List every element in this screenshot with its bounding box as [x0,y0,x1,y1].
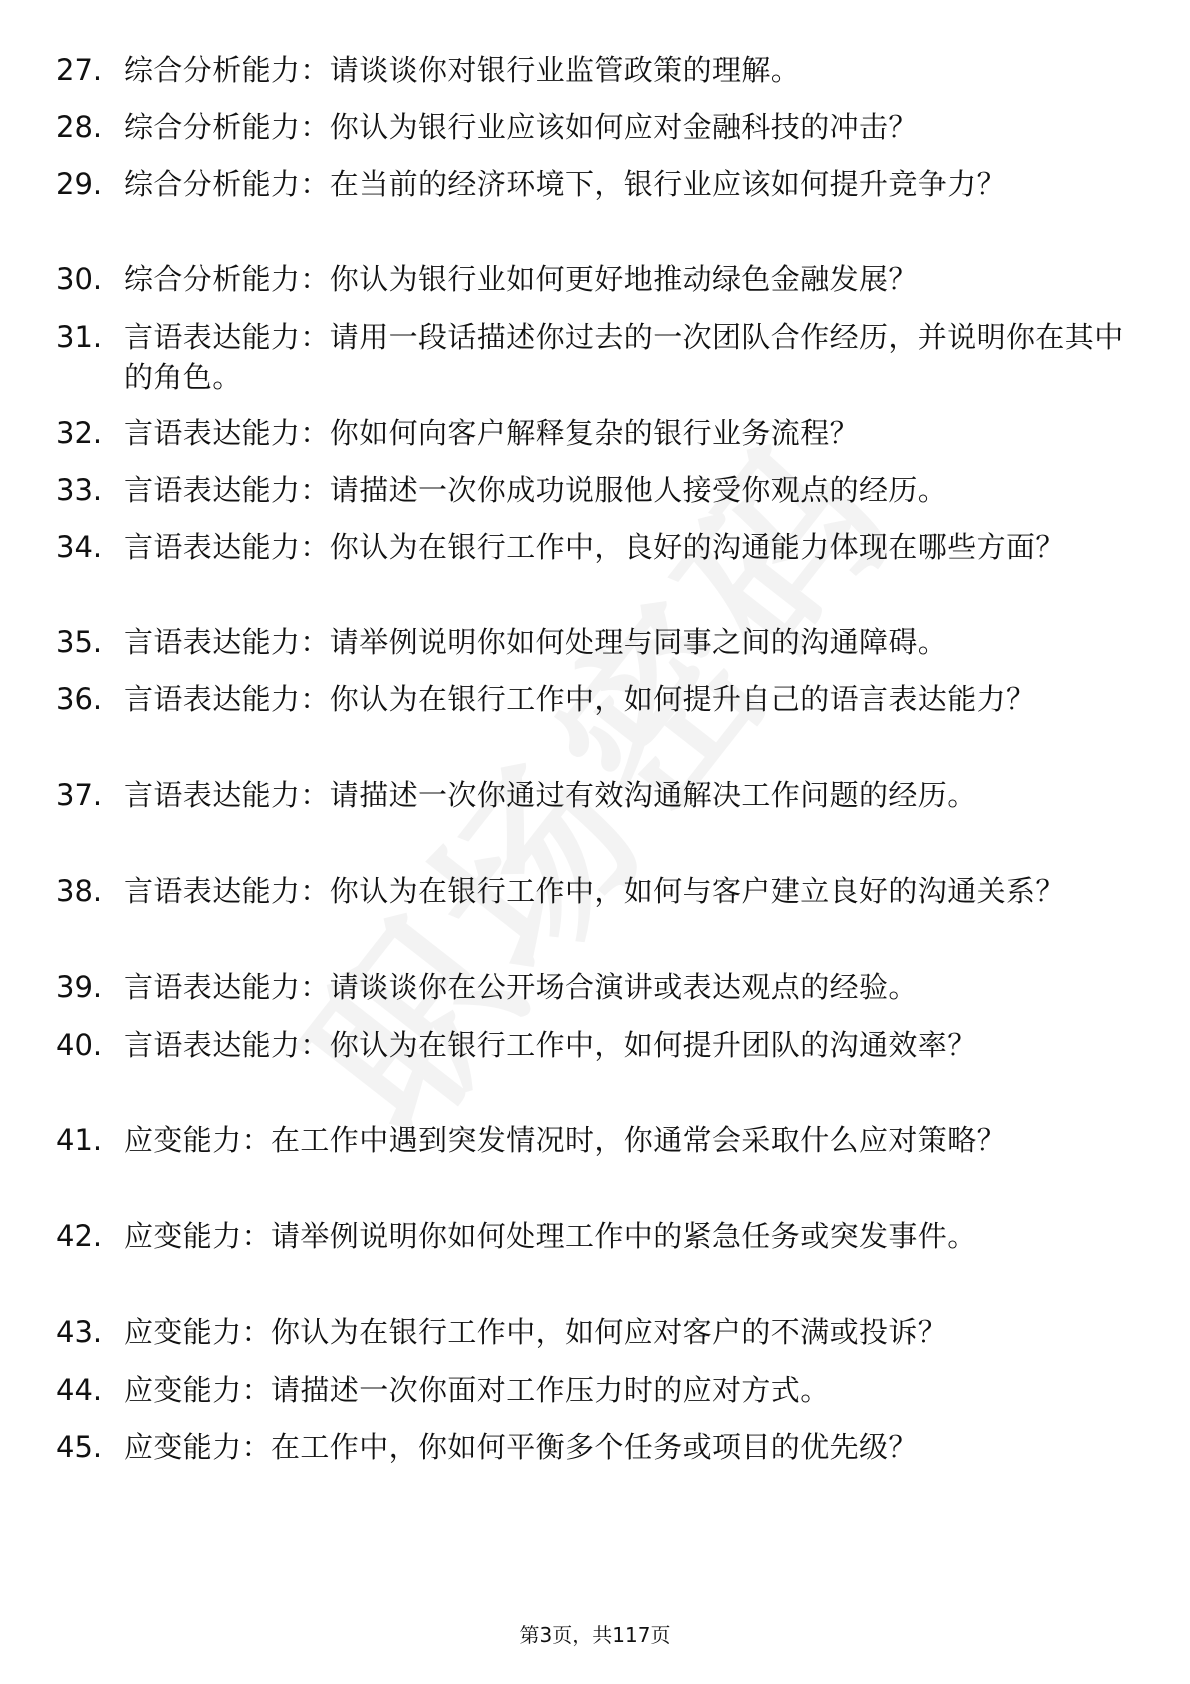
question-text: 言语表达能力：请举例说明你如何处理与同事之间的沟通障碍。 [124,625,948,659]
question-number: 45. [56,1430,103,1464]
question-number: 35. [56,625,103,659]
question-text: 综合分析能力：在当前的经济环境下，银行业应该如何提升竞争力？ [124,167,1007,201]
question-text: 言语表达能力：请用一段话描述你过去的一次团队合作经历，并说明你在其中的角色。 [124,320,1124,394]
question-text: 综合分析能力：请谈谈你对银行业监管政策的理解。 [124,53,801,87]
question-number: 42. [56,1219,103,1253]
question-text: 言语表达能力：请谈谈你在公开场合演讲或表达观点的经验。 [124,970,918,1004]
question-number: 34. [56,530,103,564]
question-number: 30. [56,262,103,296]
question-text: 言语表达能力：你如何向客户解释复杂的银行业务流程？ [124,416,860,450]
question-text: 言语表达能力：你认为在银行工作中，良好的沟通能力体现在哪些方面？ [124,530,1065,564]
question-number: 39. [56,970,103,1004]
question-text: 言语表达能力：请描述一次你成功说服他人接受你观点的经历。 [124,473,948,507]
question-number: 36. [56,682,103,716]
question-number: 41. [56,1123,103,1157]
question-text: 言语表达能力：请描述一次你通过有效沟通解决工作问题的经历。 [124,778,977,812]
question-number: 44. [56,1373,103,1407]
question-number: 31. [56,320,103,354]
question-text: 综合分析能力：你认为银行业如何更好地推动绿色金融发展？ [124,262,918,296]
question-text: 应变能力：你认为在银行工作中，如何应对客户的不满或投诉？ [124,1315,948,1349]
question-text: 应变能力：请举例说明你如何处理工作中的紧急任务或突发事件。 [124,1219,977,1253]
question-text: 综合分析能力：你认为银行业应该如何应对金融科技的冲击？ [124,110,918,144]
question-number: 27. [56,53,103,87]
question-number: 32. [56,416,103,450]
question-number: 40. [56,1028,103,1062]
question-text: 应变能力：请描述一次你面对工作压力时的应对方式。 [124,1373,830,1407]
question-text: 言语表达能力：你认为在银行工作中，如何提升自己的语言表达能力？ [124,682,1036,716]
question-text: 言语表达能力：你认为在银行工作中，如何与客户建立良好的沟通关系？ [124,874,1065,908]
question-number: 28. [56,110,103,144]
question-number: 29. [56,167,103,201]
question-text: 应变能力：在工作中，你如何平衡多个任务或项目的优先级？ [124,1430,918,1464]
question-number: 43. [56,1315,103,1349]
question-number: 38. [56,874,103,908]
question-number: 33. [56,473,103,507]
question-text: 应变能力：在工作中遇到突发情况时，你通常会采取什么应对策略？ [124,1123,1007,1157]
question-text: 言语表达能力：你认为在银行工作中，如何提升团队的沟通效率？ [124,1028,977,1062]
question-number: 37. [56,778,103,812]
page-footer: 第3页，共117页 [519,1623,671,1647]
